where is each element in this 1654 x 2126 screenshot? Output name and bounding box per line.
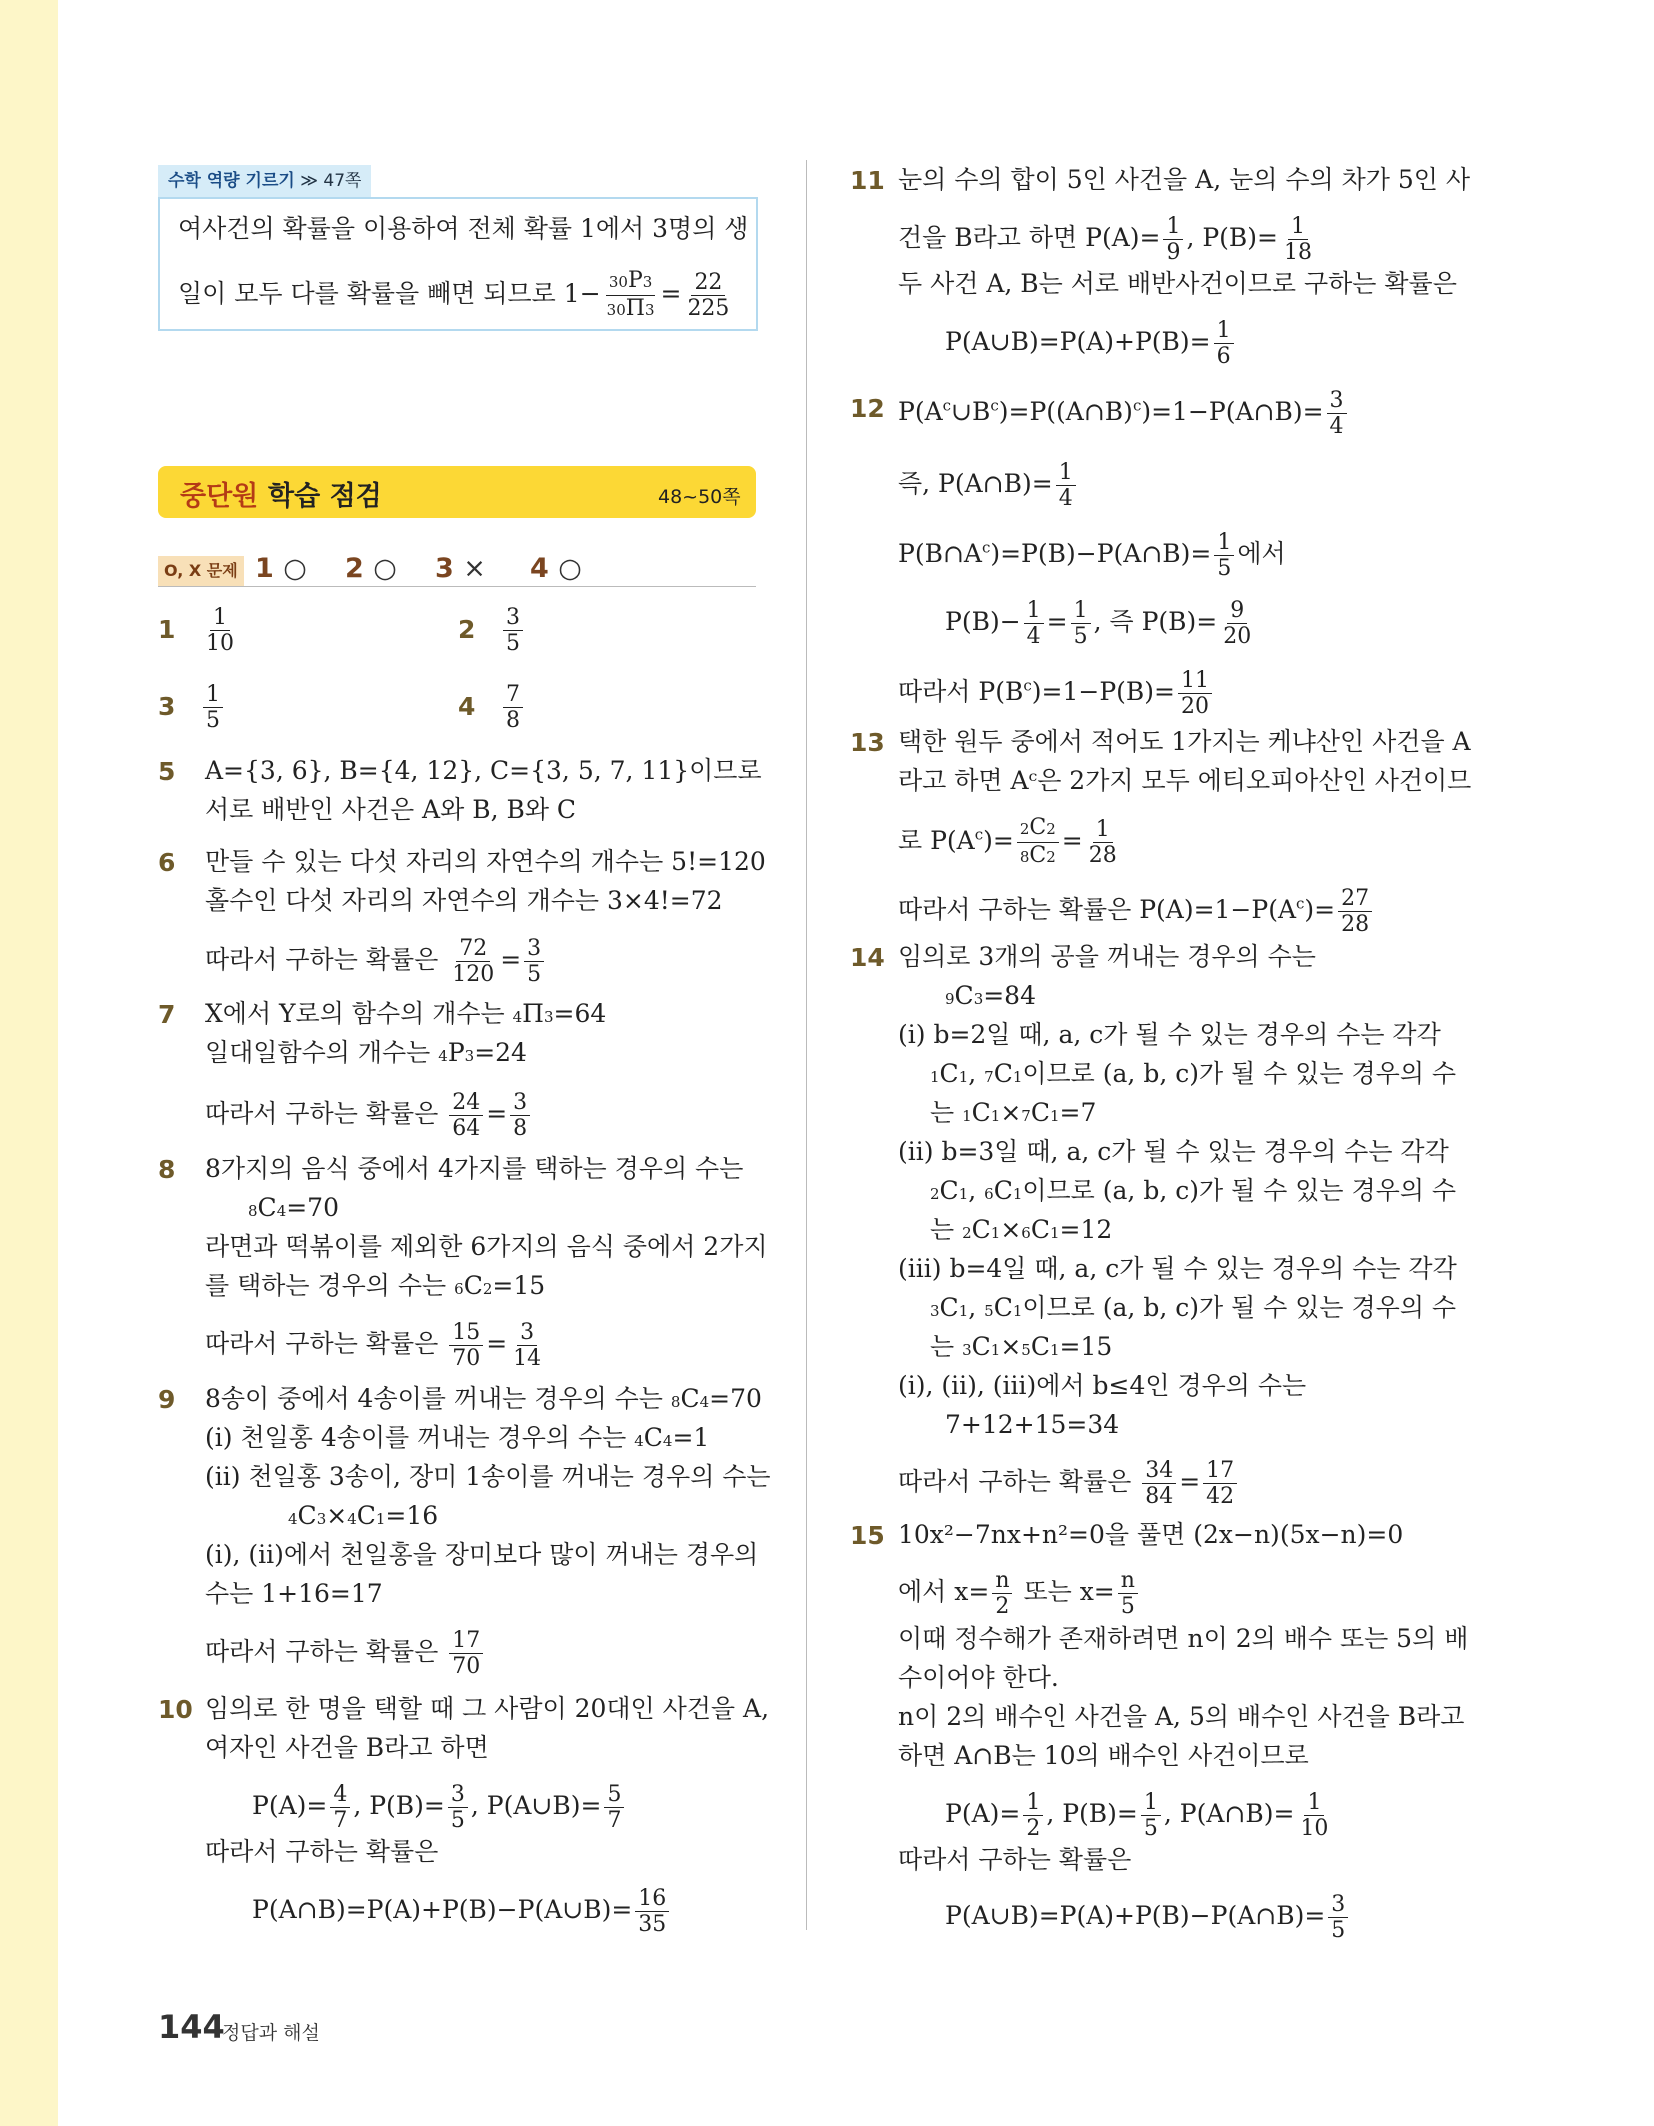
q8-line-3: 라면과 떡볶이를 제외한 6가지의 음식 중에서 2가지 — [205, 1232, 768, 1261]
q14-summary-line-3-text: 따라서 구하는 확률은 — [898, 1467, 1132, 1496]
q14-case2-line-2-text: 이므로 (a, b, c)가 될 수 있는 경우의 수 — [1022, 1176, 1457, 1205]
q14-summary-line-1: (ⅰ), (ⅱ), (ⅲ)에서 b≤4인 경우의 수는 — [898, 1371, 1307, 1400]
q14-case1-line-3: 는 1C1×7C1=7 — [930, 1098, 1097, 1127]
q14-case2-line-3: 는 2C1×6C1=12 — [930, 1215, 1113, 1244]
q15-line-2-pre: 에서 — [898, 1577, 947, 1606]
ox-item — [530, 553, 582, 584]
ox-answer: ○ — [373, 553, 397, 584]
tag-prefix: 수학 역량 기르기 — [168, 171, 295, 191]
tag-page: 47쪽 — [323, 171, 362, 191]
q5-line-1: A={3, 6}, B={4, 12}, C={3, 5, 7, 11}이므로 — [205, 756, 762, 785]
q11-number: 11 — [850, 166, 885, 195]
q12-number: 12 — [850, 394, 885, 423]
ox-answer: ○ — [283, 553, 307, 584]
competency-tag — [158, 165, 371, 197]
q12-line-1: $P(A^c\cup B^c)=P((A\cap B)^c)=1-P(A\cap B)=$ $\frac{3}{4}$ — [898, 388, 1350, 439]
section-title-main: 중단원 — [180, 481, 259, 512]
q8-line-5-text: 따라서 구하는 확률은 — [205, 1329, 439, 1358]
q9-line-4: 4C3×4C1=16 — [288, 1501, 439, 1530]
q14-case1-line-1: (ⅰ) b=2일 때, a, c가 될 수 있는 경우의 수는 각각 — [898, 1020, 1441, 1049]
q12-line-3-suffix: 에서 — [1237, 539, 1286, 568]
box-line-2-text: 일이 모두 다를 확률을 빼면 되므로 — [178, 279, 556, 308]
ox-item — [435, 553, 486, 584]
q4-number: 4 — [458, 692, 476, 721]
q13-number: 13 — [850, 728, 885, 757]
q10-line-1: 임의로 한 명을 택할 때 그 사람이 20대인 사건을 A, — [205, 1694, 770, 1723]
q6-number: 6 — [158, 848, 176, 877]
q3-number: 3 — [158, 692, 176, 721]
q7-line-1-text: X에서 Y로의 함수의 개수는 — [205, 999, 505, 1028]
q10-line-5: P(A∩B)=P(A)+P(B)−P(A∪B)= $\frac{16}{35}$ — [252, 1886, 672, 1937]
ox-num: 1 — [255, 553, 274, 584]
q15-line-2-mid: 또는 — [1023, 1577, 1072, 1606]
q2-number: 2 — [458, 615, 476, 644]
q14-case1-line-3-text: 는 — [930, 1098, 955, 1127]
q12-line-4: P(B)− $\frac{1}{4}$ = $\frac{1}{5}$ , 즉 P(B)= $\frac{9}{20}$ — [945, 598, 1252, 649]
q12-line-5-text: 따라서 — [898, 677, 971, 706]
q9-line-2: (ⅰ) 천일홍 4송이를 꺼내는 경우의 수는 4C4=1 — [205, 1423, 710, 1452]
q6-line-2: 홀수인 다섯 자리의 자연수의 개수는 3×4!=72 — [205, 886, 723, 915]
q11-line-2-text: 건을 B라고 하면 — [898, 223, 1078, 252]
q9-line-5: (ⅰ), (ⅱ)에서 천일홍을 장미보다 많이 꺼내는 경우의 — [205, 1540, 759, 1569]
q3-answer: $\frac{1}{5}$ — [200, 682, 226, 733]
q14-summary-line-2: 7+12+15=34 — [945, 1410, 1120, 1439]
q9-line-6: 수는 1+16=17 — [205, 1579, 383, 1608]
ox-answer: ○ — [558, 553, 582, 584]
q1-number: 1 — [158, 615, 176, 644]
q7-line-3: 따라서 구하는 확률은 $\frac{24}{64}$ = $\frac{3}{8}$ — [205, 1090, 533, 1141]
q10-line-2: 여자인 사건을 B라고 하면 — [205, 1733, 489, 1762]
ox-answer: × — [463, 553, 486, 584]
page-number: 144 — [158, 2008, 225, 2046]
q9-line-2-text: (ⅰ) 천일홍 4송이를 꺼내는 경우의 수는 — [205, 1423, 627, 1452]
ox-num: 2 — [345, 553, 364, 584]
q15-line-7: P(A)= $\frac{1}{2}$ , P(B)= $\frac{1}{5}$ , P(A∩B)= $\frac{1}{10}$ — [945, 1790, 1329, 1841]
q8-line-4-text: 를 택하는 경우의 수는 — [205, 1271, 447, 1300]
box-line-2: 일이 모두 다를 확률을 빼면 되므로 1− $\frac{30P3}{30\Pi 3}$ = $\frac{22}{225}$ — [178, 268, 730, 321]
q12-line-2-text: 즉, — [898, 469, 931, 498]
box-line-1: 여사건의 확률을 이용하여 전체 확률 1에서 3명의 생 — [178, 214, 749, 243]
section-pages: 48~50쪽 — [658, 486, 741, 508]
q14-case3-line-1: (ⅲ) b=4일 때, a, c가 될 수 있는 경우의 수는 각각 — [898, 1254, 1457, 1283]
q11-line-2: 건을 B라고 하면 P(A)= $\frac{1}{9}$ , P(B)= $\frac{1}{18}$ — [898, 214, 1312, 265]
q15-line-9: P(A∪B)=P(A)+P(B)−P(A∩B)= $\frac{3}{5}$ — [945, 1892, 1351, 1943]
q14-case2-line-2: 2C1, 6C1이므로 (a, b, c)가 될 수 있는 경우의 수 — [930, 1176, 1457, 1205]
q12-line-4-mid: , 즉 — [1093, 607, 1134, 636]
q10-line-3: P(A)= $\frac{4}{7}$ , P(B)= $\frac{3}{5}$ , P(A∪B)= $\frac{5}{7}$ — [252, 1782, 627, 1833]
q7-number: 7 — [158, 1000, 176, 1029]
q15-number: 15 — [850, 1521, 885, 1550]
q15-line-1: 10x²−7nx+n²=0을 풀면 (2x−n)(5x−n)=0 — [898, 1520, 1404, 1549]
q8-line-2: 8C4=70 — [248, 1193, 339, 1222]
q1-answer: $\frac{1}{10}$ — [206, 605, 234, 656]
q2-answer: $\frac{3}{5}$ — [500, 605, 526, 656]
q6-line-1: 만들 수 있는 다섯 자리의 자연수의 개수는 5!=120 — [205, 847, 766, 876]
q8-number: 8 — [158, 1155, 176, 1184]
q9-line-7: 따라서 구하는 확률은 $\frac{17}{70}$ — [205, 1628, 486, 1679]
q11-line-3: 두 사건 A, B는 서로 배반사건이므로 구하는 확률은 — [898, 269, 1457, 298]
section-title-bold: 학습 점검 — [268, 481, 382, 512]
q14-line-2: 9C3=84 — [945, 981, 1036, 1010]
ox-divider — [158, 586, 756, 587]
ox-num: 4 — [530, 553, 549, 584]
q10-line-4: 따라서 구하는 확률은 — [205, 1837, 439, 1866]
q15-line-5: n이 2의 배수인 사건을 A, 5의 배수인 사건을 B라고 — [898, 1702, 1465, 1731]
q14-case3-line-2-text: 이므로 (a, b, c)가 될 수 있는 경우의 수 — [1022, 1293, 1457, 1322]
q9-number: 9 — [158, 1385, 176, 1414]
q9-line-1: 8송이 중에서 4송이를 꺼내는 경우의 수는 8C4=70 — [205, 1384, 762, 1413]
q5-line-2: 서로 배반인 사건은 A와 B, B와 C — [205, 795, 577, 824]
q14-case2-line-3-text: 는 — [930, 1215, 955, 1244]
q7-line-2-text: 일대일함수의 개수는 — [205, 1038, 431, 1067]
double-chevron-icon: ≫ — [300, 171, 318, 191]
q14-case2-line-1: (ⅱ) b=3일 때, a, c가 될 수 있는 경우의 수는 각각 — [898, 1137, 1449, 1166]
column-divider — [806, 160, 807, 1930]
q12-line-2: 즉, P(A∩B)= $\frac{1}{4}$ — [898, 460, 1079, 511]
q7-line-2: 일대일함수의 개수는 4P3=24 — [205, 1038, 527, 1067]
q13-line-3: 로 $P(A^c)=$ $\frac{2C2}{8C2}$ = $\frac{1}{28}$ — [898, 815, 1117, 868]
q8-line-4: 를 택하는 경우의 수는 6C2=15 — [205, 1271, 546, 1300]
q11-line-4: P(A∪B)=P(A)+P(B)= $\frac{1}{6}$ — [945, 318, 1237, 369]
q7-line-3-text: 따라서 구하는 확률은 — [205, 1099, 439, 1128]
q10-number: 10 — [158, 1695, 193, 1724]
footer-title: 정답과 해설 — [222, 2022, 320, 2044]
q6-line-3: 따라서 구하는 확률은 $\frac{72}{120}$ = $\frac{3}{5}$ — [205, 936, 547, 987]
q14-number: 14 — [850, 943, 885, 972]
q12-line-5: 따라서 $P(B^c)=1-P(B)=$ $\frac{11}{20}$ — [898, 668, 1215, 719]
q14-case1-line-2: 1C1, 7C1이므로 (a, b, c)가 될 수 있는 경우의 수 — [930, 1059, 1457, 1088]
q15-line-2: 에서 x= $\frac{n}{2}$ 또는 x= $\frac{n}{5}$ — [898, 1568, 1141, 1619]
q6-line-3-text: 따라서 구하는 확률은 — [205, 945, 439, 974]
q15-line-8: 따라서 구하는 확률은 — [898, 1845, 1132, 1874]
q11-line-1: 눈의 수의 합이 5인 사건을 A, 눈의 수의 차가 5인 사 — [898, 165, 1470, 194]
q9-line-3: (ⅱ) 천일홍 3송이, 장미 1송이를 꺼내는 경우의 수는 — [205, 1462, 771, 1491]
q9-line-1-text: 8송이 중에서 4송이를 꺼내는 경우의 수는 — [205, 1384, 663, 1413]
q8-line-5: 따라서 구하는 확률은 $\frac{15}{70}$ = $\frac{3}{14}$ — [205, 1320, 542, 1371]
q4-answer: $\frac{7}{8}$ — [500, 682, 526, 733]
ox-num: 3 — [435, 553, 454, 584]
q14-line-1: 임의로 3개의 공을 꺼내는 경우의 수는 — [898, 942, 1316, 971]
q7-line-1: X에서 Y로의 함수의 개수는 4Π3=64 — [205, 999, 607, 1028]
q14-summary-line-3: 따라서 구하는 확률은 $\frac{34}{84}$ = $\frac{17}{42}$ — [898, 1458, 1240, 1509]
ox-label: O, X 문제 — [158, 556, 244, 586]
q15-line-3: 이때 정수해가 존재하려면 n이 2의 배수 또는 5의 배 — [898, 1624, 1469, 1653]
q14-case3-line-2: 3C1, 5C1이므로 (a, b, c)가 될 수 있는 경우의 수 — [930, 1293, 1457, 1322]
q15-line-4: 수이어야 한다. — [898, 1663, 1059, 1692]
q14-case1-line-2-text: 이므로 (a, b, c)가 될 수 있는 경우의 수 — [1022, 1059, 1457, 1088]
q9-line-7-text: 따라서 구하는 확률은 — [205, 1637, 439, 1666]
page-margin-band — [0, 0, 58, 2126]
q13-line-4: 따라서 구하는 확률은 $P(A)=1-P(A^c)=$ $\frac{27}{28}$ — [898, 886, 1375, 937]
q12-line-3: $P(B\cap A^c)=P(B)-P(A\cap B)=$ $\frac{1}{5}$ 에서 — [898, 530, 1286, 581]
ox-item — [345, 553, 397, 584]
ox-item — [255, 553, 307, 584]
q13-line-1: 택한 원두 중에서 적어도 1가지는 케냐산인 사건을 A — [898, 727, 1471, 756]
q14-case3-line-3-text: 는 — [930, 1332, 955, 1361]
q5-number: 5 — [158, 757, 176, 786]
q14-case3-line-3: 는 3C1×5C1=15 — [930, 1332, 1113, 1361]
q13-line-4-text: 따라서 구하는 확률은 — [898, 895, 1132, 924]
q13-line-3-text: 로 — [898, 826, 923, 855]
q13-line-2: 라고 하면 Aᶜ은 2가지 모두 에티오피아산인 사건이므 — [898, 766, 1472, 795]
q15-line-6: 하면 A∩B는 10의 배수인 사건이므로 — [898, 1741, 1309, 1770]
q8-line-1: 8가지의 음식 중에서 4가지를 택하는 경우의 수는 — [205, 1154, 744, 1183]
